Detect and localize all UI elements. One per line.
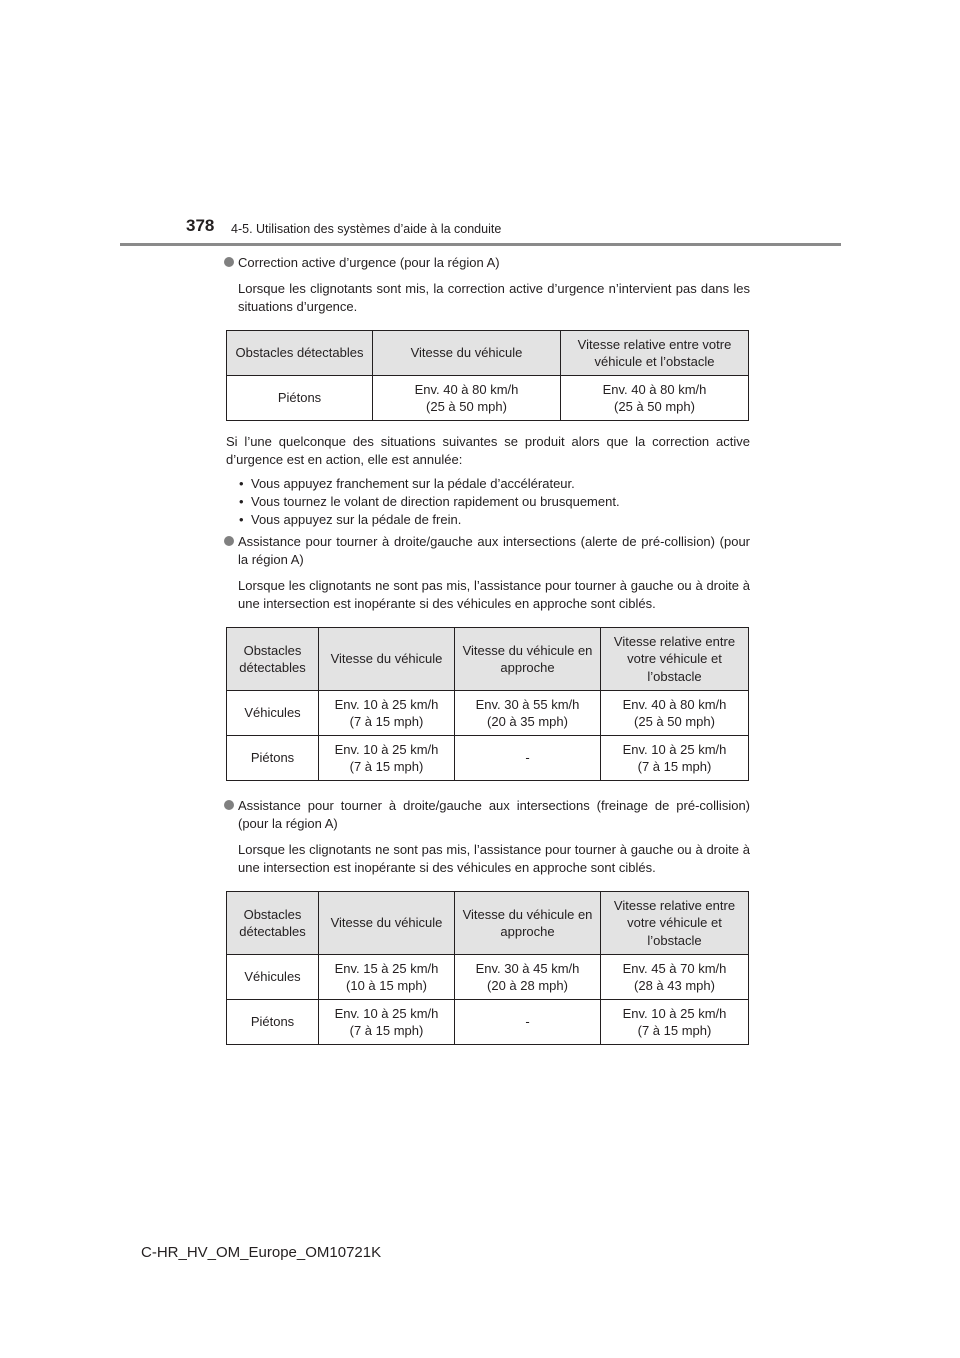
- table-row: [227, 955, 749, 1000]
- table-cell: Env. 40 à 80 km/h (25 à 50 mph): [601, 691, 749, 736]
- section-active-correction: [226, 254, 750, 529]
- list-item: • Vous appuyez franchement sur la pédale d’accélérateur.: [226, 475, 750, 493]
- table-header-row: [227, 331, 749, 376]
- speed-table: [226, 891, 749, 1045]
- section-turn-assist-braking: [226, 797, 750, 1045]
- table-cell: Env. 45 à 70 km/h (28 à 43 mph): [601, 955, 749, 1000]
- table-header-row: [227, 892, 749, 955]
- section-turn-assist-alert: [226, 533, 750, 781]
- table-header-cell: Vitesse du véhicule: [373, 331, 561, 376]
- speed-table: [226, 627, 749, 781]
- table-header-cell: Vitesse du véhicule en approche: [455, 892, 601, 955]
- table-header-cell: Obstacles détectables: [227, 331, 373, 376]
- cancel-conditions-list: [226, 475, 750, 529]
- page-content: [226, 254, 750, 1045]
- table-header-cell: Vitesse relative entre votre véhicule et l’obstacle: [601, 628, 749, 691]
- speed-table: [226, 330, 749, 421]
- page-number: 378: [186, 216, 215, 235]
- table-cell: -: [455, 1000, 601, 1045]
- table-header-cell: Vitesse du véhicule en approche: [455, 628, 601, 691]
- table-header-cell: Vitesse du véhicule: [319, 892, 455, 955]
- bullet-dot-icon: [224, 800, 234, 810]
- bullet-heading: Assistance pour tourner à droite/gauche aux intersections (alerte de pré-collision) (pour la région A): [226, 533, 750, 569]
- table-cell: -: [455, 736, 601, 781]
- paragraph: Lorsque les clignotants ne sont pas mis, l’assistance pour tourner à gauche ou à droite à une intersection est inopérante si des véhicules en approche sont ciblés.: [238, 578, 750, 611]
- bullet-heading: Assistance pour tourner à droite/gauche aux intersections (freinage de pré-collision) (pour la région A): [226, 797, 750, 833]
- bullet-heading: Correction active d’urgence (pour la région A): [226, 254, 750, 272]
- list-item: • Vous appuyez sur la pédale de frein.: [226, 511, 750, 529]
- section-title: 4-5. Utilisation des systèmes d’aide à la conduite: [231, 222, 502, 236]
- table-wrap: [226, 330, 750, 421]
- table-row: [227, 691, 749, 736]
- header-rule: [120, 243, 841, 246]
- table-row: [227, 1000, 749, 1045]
- table-cell: Env. 10 à 25 km/h (7 à 15 mph): [319, 1000, 455, 1045]
- table-row: [227, 736, 749, 781]
- table-cell: Env. 10 à 25 km/h (7 à 15 mph): [601, 736, 749, 781]
- table-cell: Env. 30 à 45 km/h (20 à 28 mph): [455, 955, 601, 1000]
- table-cell: Env. 10 à 25 km/h (7 à 15 mph): [319, 736, 455, 781]
- table-header-cell: Obstacles détectables: [227, 892, 319, 955]
- table-header-cell: Vitesse du véhicule: [319, 628, 455, 691]
- table-header-row: [227, 628, 749, 691]
- table-cell: Env. 15 à 25 km/h (10 à 15 mph): [319, 955, 455, 1000]
- footer-doc-id: C-HR_HV_OM_Europe_OM10721K: [141, 1244, 382, 1261]
- table-cell: Env. 10 à 25 km/h (7 à 15 mph): [601, 1000, 749, 1045]
- table-wrap: [226, 891, 750, 1045]
- table-cell: Piétons: [227, 736, 319, 781]
- table-header-cell: Vitesse relative entre votre véhicule et l’obstacle: [601, 892, 749, 955]
- bullet-dot-icon: [224, 536, 234, 546]
- table-cell: Piétons: [227, 1000, 319, 1045]
- table-cell: Env. 40 à 80 km/h (25 à 50 mph): [373, 376, 561, 421]
- table-cell: Piétons: [227, 376, 373, 421]
- paragraph: Lorsque les clignotants ne sont pas mis, l’assistance pour tourner à gauche ou à droite à une intersection est inopérante si des véhicules en approche sont ciblés.: [238, 842, 750, 875]
- bullet-dot-icon: [224, 257, 234, 267]
- table-cell: Env. 40 à 80 km/h (25 à 50 mph): [561, 376, 749, 421]
- list-item: • Vous tournez le volant de direction rapidement ou brusquement.: [226, 493, 750, 511]
- paragraph: Si l’une quelconque des situations suivantes se produit alors que la correction active d’urgence est en action, elle est annulée:: [226, 434, 750, 467]
- table-wrap: [226, 627, 750, 781]
- table-cell: Env. 30 à 55 km/h (20 à 35 mph): [455, 691, 601, 736]
- table-header-cell: Obstacles détectables: [227, 628, 319, 691]
- table-cell: Véhicules: [227, 955, 319, 1000]
- table-cell: Véhicules: [227, 691, 319, 736]
- table-cell: Env. 10 à 25 km/h (7 à 15 mph): [319, 691, 455, 736]
- table-header-cell: Vitesse relative entre votre véhicule et l’obstacle: [561, 331, 749, 376]
- paragraph: Lorsque les clignotants sont mis, la correction active d’urgence n’intervient pas dans les situations d’urgence.: [238, 281, 750, 314]
- table-row: [227, 376, 749, 421]
